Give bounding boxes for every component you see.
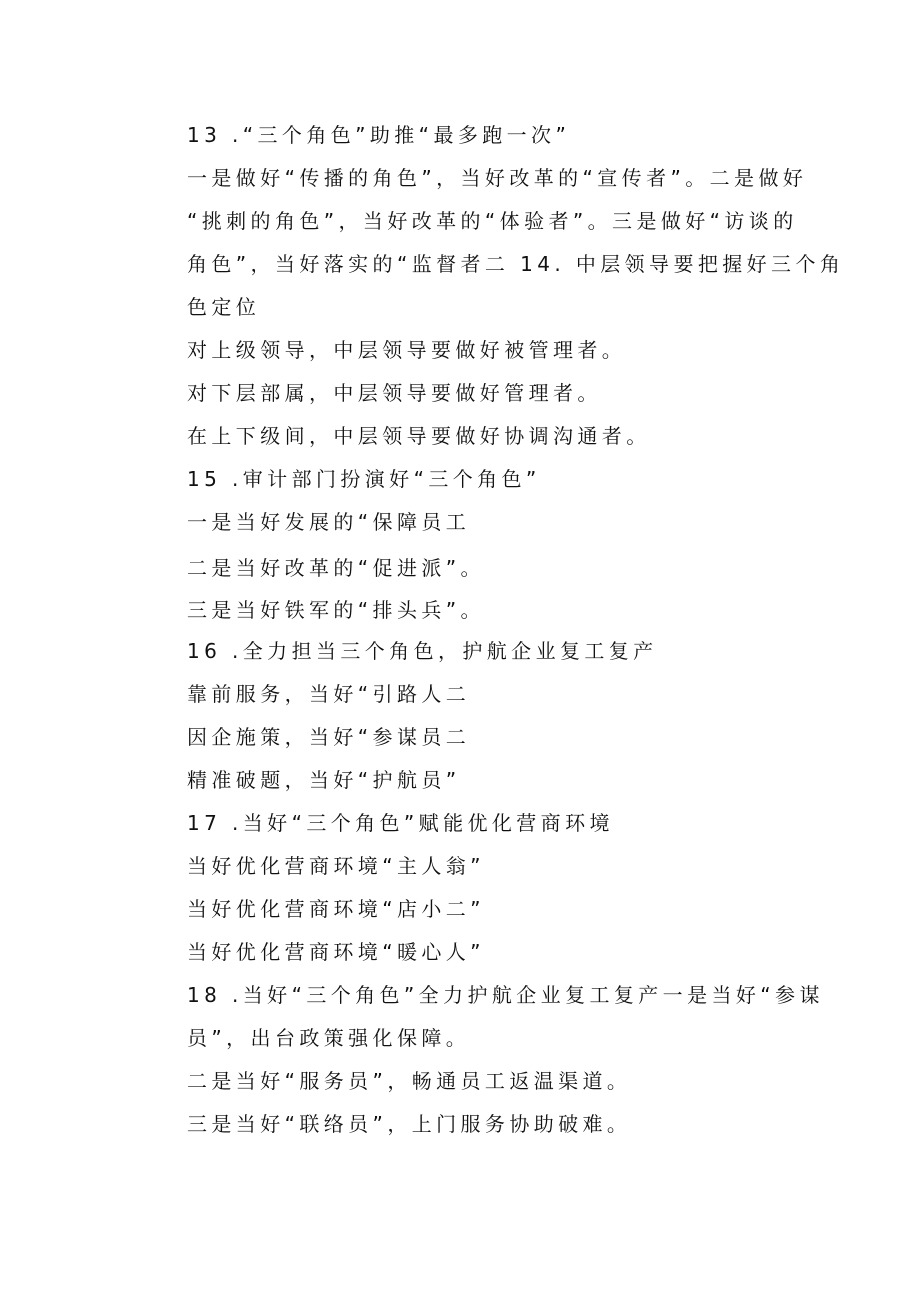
heading-16: 16 .全力担当三个角色，护航企业复工复产 [187, 639, 658, 663]
paragraph-line: 三是当好铁军的“排头兵”。 [187, 598, 485, 622]
paragraph-line: 当好优化营商环境“店小二” [187, 897, 485, 921]
paragraph-line: 二是当好“服务员”，畅通员工返温渠道。 [187, 1069, 632, 1093]
paragraph-line: 当好优化营商环境“暖心人” [187, 940, 485, 964]
paragraph-line: 角色”，当好落实的“监督者二 14. 中层领导要把握好三个角 [187, 252, 845, 276]
paragraph-line: “挑刺的角色”，当好改革的“体验者”。三是做好“访谈的 [187, 209, 798, 233]
paragraph-line: 三是当好“联络员”，上门服务协助破难。 [187, 1112, 632, 1136]
heading-18: 18 .当好“三个角色”全力护航企业复工复产一是当好“参谋 [187, 983, 824, 1007]
paragraph-line: 一是当好发展的“保障员工 [187, 510, 471, 534]
paragraph-line: 因企施策，当好“参谋员二 [187, 725, 471, 749]
paragraph-line: 一是做好“传播的角色”，当好改革的“宣传者”。二是做好 [187, 166, 808, 190]
heading-13: 13 .“三个角色”助推“最多跑一次” [187, 123, 571, 147]
paragraph-line: 对下层部属，中层领导要做好管理者。 [187, 381, 602, 405]
paragraph-line: 员”，出台政策强化保障。 [187, 1026, 471, 1050]
paragraph-line: 在上下级间，中层领导要做好协调沟通者。 [187, 424, 651, 448]
paragraph-line: 二是当好改革的“促进派”。 [187, 556, 485, 580]
paragraph-line: 色定位 [187, 295, 261, 319]
paragraph-line: 对上级领导，中层领导要做好被管理者。 [187, 338, 627, 362]
paragraph-line: 精准破题，当好“护航员” [187, 768, 461, 792]
heading-15: 15 .审计部门扮演好“三个角色” [187, 467, 541, 491]
paragraph-line: 当好优化营商环境“主人翁” [187, 854, 485, 878]
heading-17: 17 .当好“三个角色”赋能优化营商环境 [187, 811, 614, 835]
paragraph-line: 靠前服务，当好“引路人二 [187, 682, 471, 706]
